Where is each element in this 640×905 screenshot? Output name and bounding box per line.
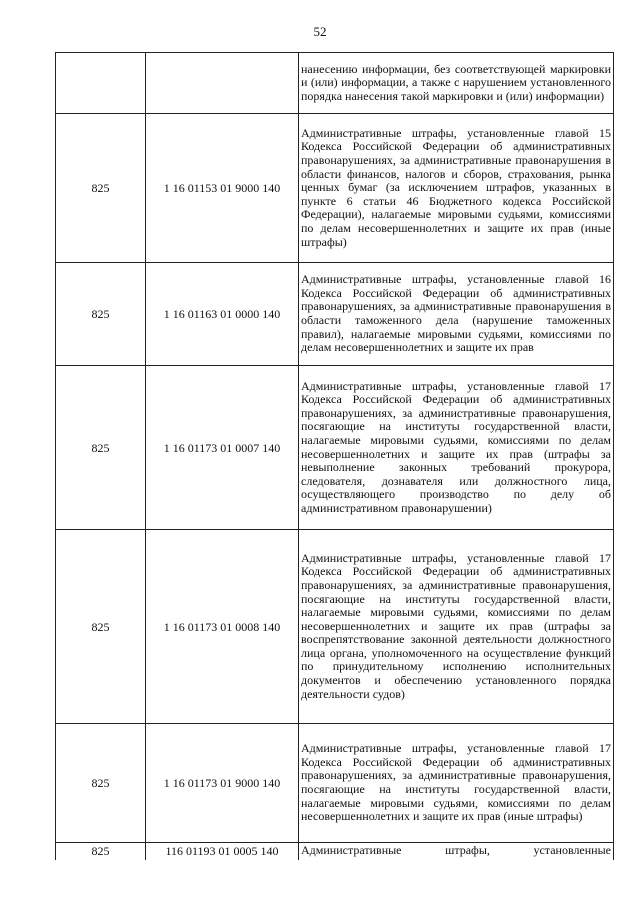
table-row (56, 530, 614, 724)
budget-code-cell: 116 01193 01 0005 140 (146, 843, 299, 860)
budget-code-cell (146, 53, 299, 114)
revenue-name-cell: Административные штрафы, установленные (299, 843, 614, 860)
admin-code-cell: 825 (56, 724, 146, 843)
revenue-name-cell: Административные штрафы, установленные главой 17 Кодекса Российской Федерации об административных правонарушениях, за административные правонарушения, посягающие на институты государственной власти, налагаемые мировыми судьями, комиссиями по делам несовершеннолетних и защите их прав (штрафы за невыполнение законных требований прокурора, следователя, дознавателя или должностного лица, осуществляющего производство по делу об административном правонарушении) (299, 366, 614, 530)
table-row (56, 53, 614, 114)
budget-code-cell: 1 16 01153 01 9000 140 (146, 114, 299, 263)
budget-code-cell: 1 16 01173 01 9000 140 (146, 724, 299, 843)
revenue-name-cell: нанесению информации, без соответствующей маркировки и (или) информации, а также с нарушением установленного порядка нанесения такой маркировки и (или) информации) (299, 53, 614, 114)
table-row (56, 263, 614, 366)
page-number: 52 (313, 24, 327, 39)
revenue-name-cell: Административные штрафы, установленные главой 17 Кодекса Российской Федерации об административных правонарушениях, за административные правонарушения, посягающие на институты государственной власти, налагаемые мировыми судьями, комиссиями по делам несовершеннолетних и защите их прав (штрафы за воспрепятствование законной деятельности должностного лица органа, уполномоченного на осуществление функций по принудительному исполнению исполнительных документов и обеспечению установленного порядка деятельности судов) (299, 530, 614, 724)
admin-code-cell: 825 (56, 530, 146, 724)
budget-code-cell: 1 16 01173 01 0007 140 (146, 366, 299, 530)
admin-code-cell: 825 (56, 843, 146, 860)
revenue-name-cell: Административные штрафы, установленные главой 16 Кодекса Российской Федерации об административных правонарушениях, за административные правонарушения в области таможенного дела (нарушение таможенных правил), налагаемые мировыми судьями, комиссиями по делам несовершеннолетних и защите их прав (299, 263, 614, 366)
admin-code-cell: 825 (56, 114, 146, 263)
revenue-name-cell: Административные штрафы, установленные главой 17 Кодекса Российской Федерации об административных правонарушениях, за административные правонарушения, посягающие на институты государственной власти, налагаемые мировыми судьями, комиссиями по делам несовершеннолетних и защите их прав (иные штрафы) (299, 724, 614, 843)
admin-code-cell: 825 (56, 263, 146, 366)
table-row (56, 724, 614, 843)
admin-code-cell (56, 53, 146, 114)
table-row (56, 366, 614, 530)
budget-code-cell: 1 16 01173 01 0008 140 (146, 530, 299, 724)
budget-code-table (55, 52, 614, 860)
table-row (56, 114, 614, 263)
table-row (56, 843, 614, 860)
admin-code-cell: 825 (56, 366, 146, 530)
budget-code-cell: 1 16 01163 01 0000 140 (146, 263, 299, 366)
revenue-name-cell: Административные штрафы, установленные главой 15 Кодекса Российской Федерации об административных правонарушениях, за административные правонарушения в области финансов, налогов и сборов, страхования, рынка ценных бумаг (за исключением штрафов, указанных в пункте 6 статьи 46 Бюджетного кодекса Российской Федерации), налагаемые мировыми судьями, комиссиями по делам несовершеннолетних и защите их прав (иные штрафы) (299, 114, 614, 263)
